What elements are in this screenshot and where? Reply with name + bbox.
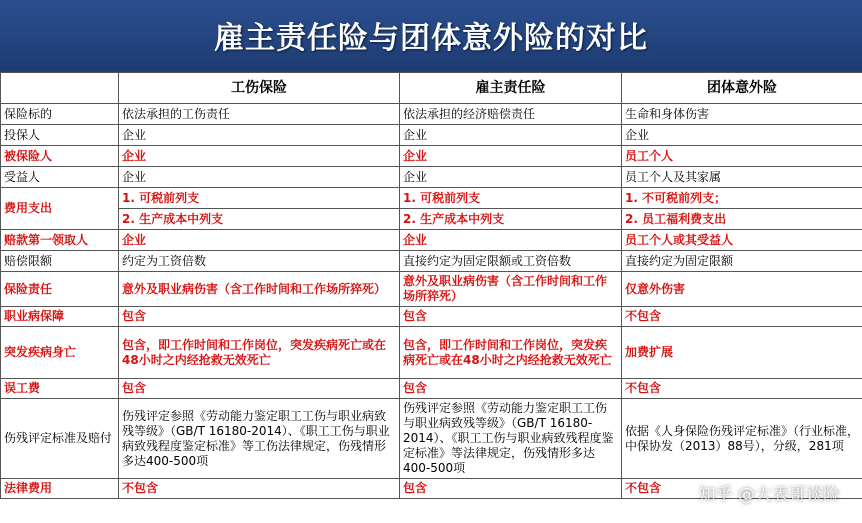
table-row [1,167,862,188]
table-cell: 不包含 [622,379,862,399]
row-label: 受益人 [1,167,119,188]
table-row [1,125,862,146]
table-row [1,307,862,327]
row-label: 法律费用 [1,479,119,499]
table-row [1,251,862,272]
table-cell: 企业 [119,146,400,167]
watermark: 知乎 @大表哥谈险 [698,485,840,505]
row-label: 突发疾病身亡 [1,327,119,379]
table-cell: 企业 [622,125,862,146]
table-cell: 包含 [400,479,622,499]
table-cell: 企业 [119,230,400,251]
comparison-table-container [0,72,862,523]
header-group-accident: 团体意外险 [622,73,862,104]
table-row [1,146,862,167]
table-cell: 企业 [400,167,622,188]
page-title: 雇主责任险与团体意外险的对比 [214,21,648,56]
table-cell: 1. 可税前列支 [400,188,622,209]
table-cell: 企业 [400,230,622,251]
table-cell: 约定为工资倍数 [119,251,400,272]
table-cell: 伤残评定参照《劳动能力鉴定职工工伤与职业病致残等级》（GB/T 16180-2014）、《职工工伤与职业病致残程度鉴定标准》等法律规定，伤残情形多达400-500项 [400,399,622,479]
comparison-table [0,72,862,499]
table-cell: 企业 [119,125,400,146]
table-cell: 2. 生产成本中列支 [400,209,622,230]
row-label: 投保人 [1,125,119,146]
table-cell: 依法承担的经济赔偿责任 [400,104,622,125]
table-cell: 仅意外伤害 [622,272,862,307]
row-label: 伤残评定标准及赔付 [1,399,119,479]
table-cell: 不包含 [622,307,862,327]
table-cell: 包含 [119,307,400,327]
row-label: 保险标的 [1,104,119,125]
row-label: 赔偿限额 [1,251,119,272]
table-cell: 不包含 [622,479,862,499]
header-work-injury: 工伤保险 [119,73,400,104]
table-cell: 企业 [400,125,622,146]
table-cell: 依法承担的工伤责任 [119,104,400,125]
row-label: 被保险人 [1,146,119,167]
table-row [1,209,862,230]
table-row [1,230,862,251]
table-cell: 依据《人身保险伤残评定标准》（行业标准，中保协发（2013）88号），分级，281项 [622,399,862,479]
table-cell: 1. 不可税前列支； [622,188,862,209]
table-row [1,379,862,399]
table-body [1,104,862,499]
table-cell: 员工个人及其家属 [622,167,862,188]
table-cell: 加费扩展 [622,327,862,379]
table-cell: 企业 [119,167,400,188]
table-cell: 2. 生产成本中列支 [119,209,400,230]
table-cell: 直接约定为固定限额或工资倍数 [400,251,622,272]
header-empty [1,73,119,104]
table-cell: 不包含 [119,479,400,499]
table-cell: 2. 员工福利费支出 [622,209,862,230]
table-cell: 意外及职业病伤害（含工作时间和工作场所猝死） [400,272,622,307]
table-cell: 企业 [400,146,622,167]
table-cell: 员工个人或其受益人 [622,230,862,251]
header-employer-liability: 雇主责任险 [400,73,622,104]
header-row [1,73,862,104]
title-bar [0,0,862,70]
row-label: 赔款第一领取人 [1,230,119,251]
table-row [1,399,862,479]
row-label: 保险责任 [1,272,119,307]
table-cell: 直接约定为固定限额 [622,251,862,272]
table-cell: 生命和身体伤害 [622,104,862,125]
table-cell: 1. 可税前列支 [119,188,400,209]
table-row [1,327,862,379]
table-row [1,479,862,499]
table-cell: 伤残评定参照《劳动能力鉴定职工工伤与职业病致残等级》（GB/T 16180-2014）、《职工工伤与职业病致残程度鉴定标准》等工伤法律规定，伤残情形多达400-500项 [119,399,400,479]
table-row [1,188,862,209]
table-row [1,104,862,125]
table-cell: 包含，即工作时间和工作岗位，突发疾病死亡或在48小时之内经抢救无效死亡 [400,327,622,379]
row-label: 费用支出 [1,188,119,230]
table-cell: 包含 [400,307,622,327]
row-label: 职业病保障 [1,307,119,327]
table-cell: 包含，即工作时间和工作岗位，突发疾病死亡或在48小时之内经抢救无效死亡 [119,327,400,379]
table-row [1,272,862,307]
table-cell: 包含 [119,379,400,399]
table-cell: 意外及职业病伤害（含工作时间和工作场所猝死） [119,272,400,307]
table-cell: 员工个人 [622,146,862,167]
table-cell: 包含 [400,379,622,399]
row-label: 误工费 [1,379,119,399]
